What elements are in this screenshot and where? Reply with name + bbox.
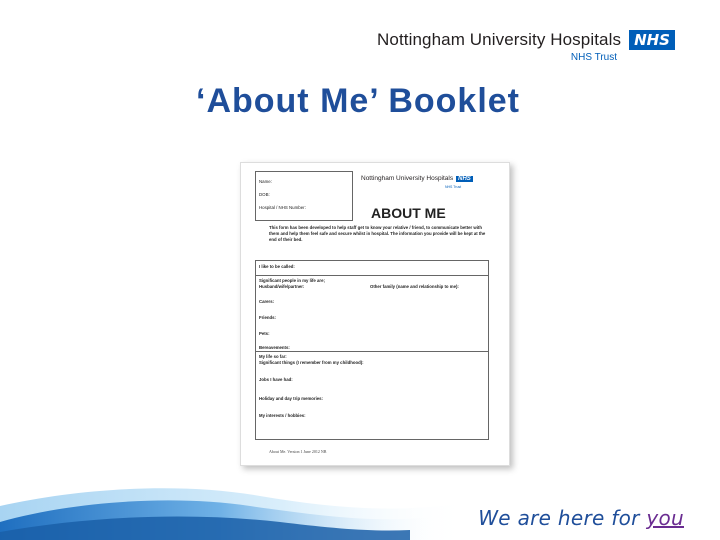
patient-id-box <box>255 171 353 221</box>
carers-label: Carers: <box>259 299 275 304</box>
booklet-org-logo <box>361 175 473 182</box>
form-divider <box>256 275 488 276</box>
dob-label: DOB: <box>259 192 270 197</box>
org-name: Nottingham University Hospitals <box>377 30 622 49</box>
friends-label: Friends: <box>259 315 276 320</box>
booklet-form <box>255 260 489 440</box>
other-family-label: Other family (name and relationship to me): <box>370 284 459 289</box>
hospital-number-label: Hospital / NHS Number: <box>259 205 306 210</box>
form-divider <box>256 351 488 352</box>
interests-label: My interests / hobbies: <box>259 413 306 418</box>
booklet-thumbnail <box>240 162 510 466</box>
slide-title: ‘About Me’ Booklet <box>196 82 520 120</box>
booklet-org-name: Nottingham University Hospitals <box>361 175 454 182</box>
partner-label: Husband/wife/partner: <box>259 284 305 289</box>
significant-things-label: Significant things (I remember from my childhood): <box>259 360 364 365</box>
bereavements-label: Bereavements: <box>259 345 290 350</box>
tagline-highlight: you <box>646 506 684 530</box>
name-label: Name: <box>259 179 272 184</box>
tagline-text: We are here for <box>478 506 647 530</box>
like-to-be-called-label: I like to be called: <box>259 264 295 269</box>
pets-label: Pets: <box>259 331 270 336</box>
trust-label: NHS Trust <box>570 52 617 63</box>
booklet-intro: This form has been developed to help staff get to know your relative / friend, to communicate better with them and help them feel safe and secure whilst in hospital. The information you provide will be kept at the end of their bed. <box>269 225 486 242</box>
holiday-memories-label: Holiday and day trip memories: <box>259 396 323 401</box>
booklet-nhs-badge: NHS <box>458 175 471 182</box>
nhs-badge: NHS <box>629 30 675 50</box>
booklet-trust-label: NHS Trust <box>445 185 462 189</box>
significant-people-label: Significant people in my life are; <box>259 278 325 283</box>
my-life-so-far-label: My life so far: <box>259 354 287 359</box>
tagline <box>478 506 684 530</box>
org-logo <box>377 30 675 63</box>
booklet-footer: About Me. Version 1 June 2012 NB <box>269 449 327 454</box>
jobs-label: Jobs I have had: <box>259 377 293 382</box>
booklet-heading: ABOUT ME <box>371 205 446 221</box>
